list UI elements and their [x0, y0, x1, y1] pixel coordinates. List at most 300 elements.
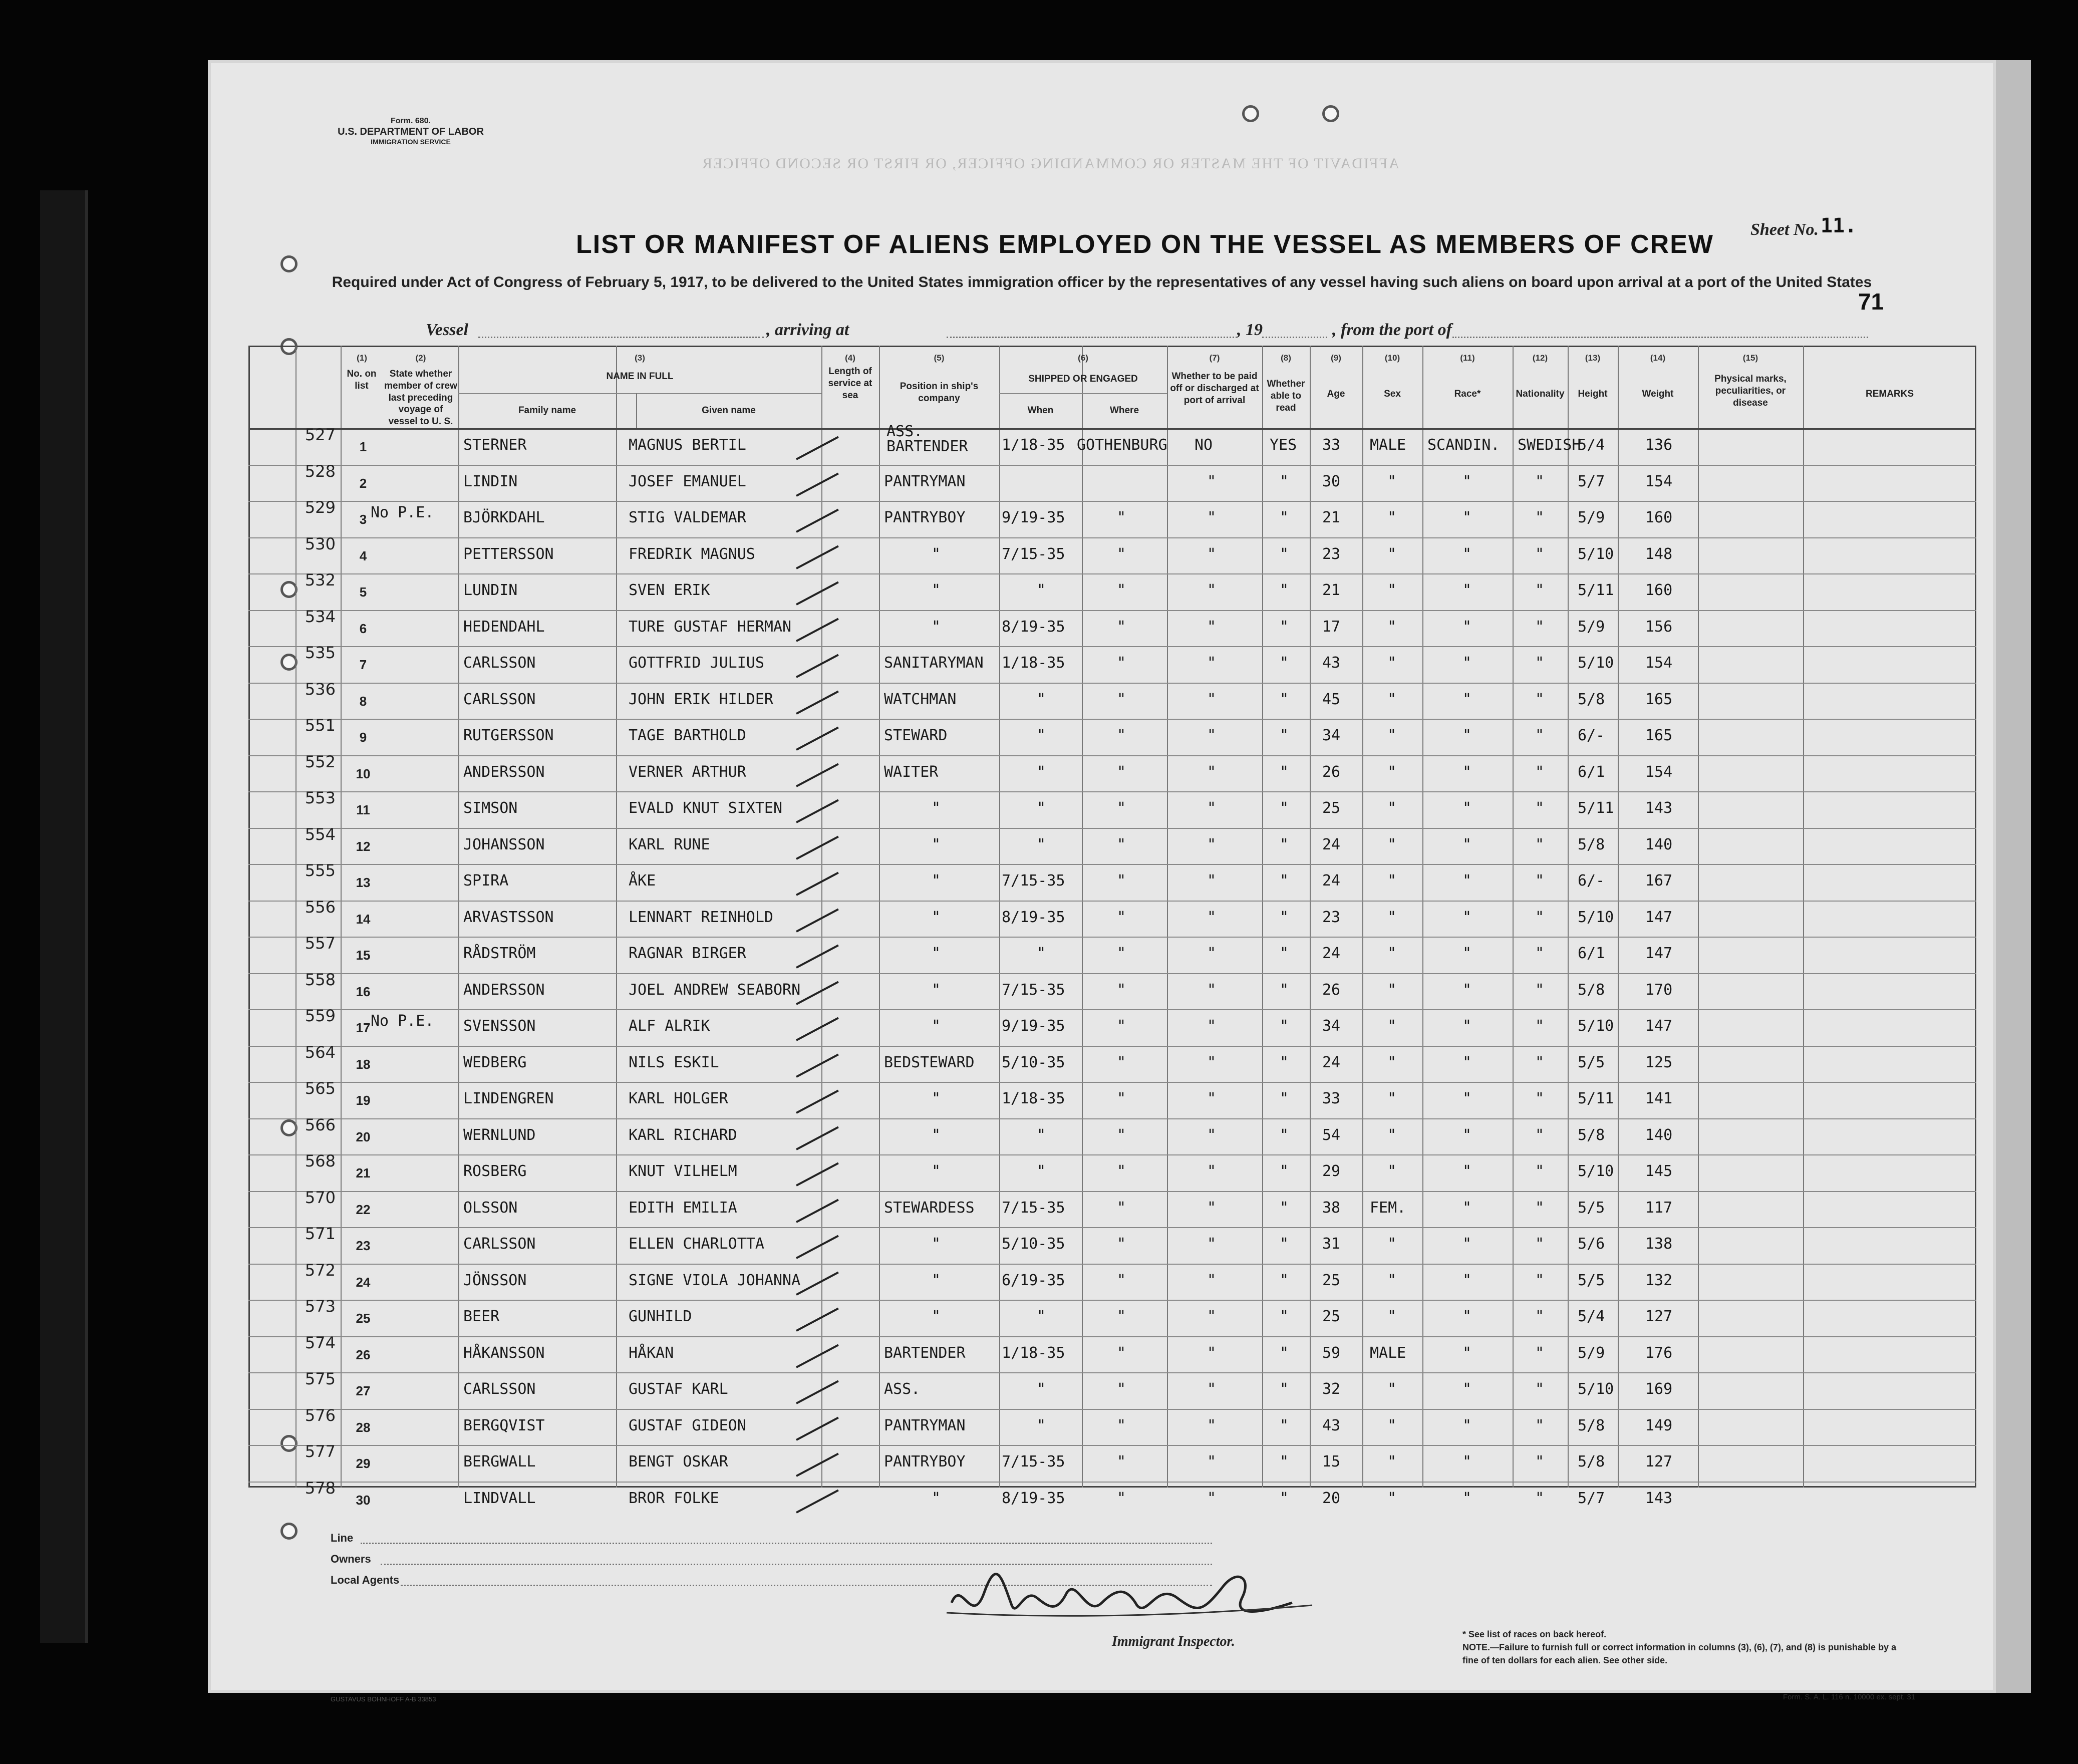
age: 29: [1322, 1162, 1341, 1180]
given-name: TURE GUSTAF HERMAN: [629, 618, 792, 636]
age: 38: [1322, 1199, 1341, 1217]
punch-hole: [280, 255, 298, 272]
family-name: ANDERSSON: [463, 763, 545, 781]
age: 23: [1322, 908, 1341, 926]
position: PANTRYBOY: [884, 509, 966, 526]
position: BEDSTEWARD: [884, 1053, 975, 1071]
paid-off: ": [1207, 690, 1217, 708]
position: ": [932, 1308, 941, 1325]
age: 24: [1322, 945, 1341, 962]
row-number: 4: [359, 548, 367, 563]
race: ": [1462, 872, 1472, 890]
row-number: 14: [356, 911, 371, 927]
col-prev-voyage-number: (2): [415, 353, 426, 363]
height: 5/8: [1578, 835, 1605, 853]
list-number: 559: [305, 1006, 336, 1025]
weight: 176: [1645, 1344, 1673, 1362]
column-rule: [1568, 346, 1569, 1488]
position: ": [932, 872, 941, 890]
footnote: [1462, 1628, 1913, 1667]
row-number: 7: [359, 657, 367, 672]
note-fine: NOTE.—Failure to furnish full or correct information in columns (3), (6), (7), and (8) is punishable by a fine of ten dollars for each alien. See other side.: [1462, 1642, 1897, 1666]
position: ": [932, 1489, 941, 1507]
weight: 170: [1645, 981, 1673, 999]
document-subtitle: Required under Act of Congress of February 5, 1917, to be delivered to the United States immigration officer by the representatives of any vessel having such aliens on board upon arrival at a port of the United States: [332, 274, 1872, 290]
race: ": [1462, 1489, 1472, 1507]
shipped-when: 8/19-35: [1002, 618, 1065, 636]
able-to-read: ": [1280, 1489, 1289, 1507]
able-to-read: ": [1280, 1162, 1289, 1180]
given-name: RAGNAR BIRGER: [629, 945, 746, 962]
family-name: LINDVALL: [463, 1489, 536, 1507]
column-rule: [616, 346, 617, 1488]
form-footer: Form. S. A. L. 116 n. 10000 ex. sept. 31: [1783, 1693, 1916, 1701]
height: 5/8: [1578, 1453, 1605, 1471]
weight: 165: [1645, 690, 1673, 708]
age: 21: [1322, 581, 1341, 599]
nationality: ": [1535, 1162, 1545, 1180]
age: 26: [1322, 981, 1341, 999]
height: 5/7: [1578, 1489, 1605, 1507]
list-number: 575: [305, 1369, 336, 1388]
note-races: * See list of races on back hereof.: [1462, 1629, 1607, 1639]
shipped-when: 6/19-35: [1002, 1271, 1065, 1289]
column-rule: [341, 346, 342, 1488]
given-name: NILS ESKIL: [629, 1053, 719, 1071]
shipped-when: ": [1037, 1162, 1046, 1180]
row-number: 20: [356, 1129, 371, 1144]
nationality: ": [1535, 1017, 1545, 1035]
given-name: FREDRIK MAGNUS: [629, 545, 755, 563]
col-list-no-header: No. on list: [347, 369, 377, 391]
paid-off: ": [1207, 1199, 1217, 1217]
col-remarks-header: REMARKS: [1865, 389, 1914, 399]
col-age-number: (9): [1331, 353, 1341, 363]
position: ": [932, 908, 941, 926]
height: 5/5: [1578, 1271, 1605, 1289]
nationality: ": [1535, 727, 1545, 744]
given-name: VERNER ARTHUR: [629, 763, 746, 781]
row-rule: [248, 1009, 1976, 1010]
paid-off: ": [1207, 1453, 1217, 1471]
age: 43: [1322, 1416, 1341, 1434]
age: 24: [1322, 872, 1341, 890]
column-rule: [1803, 346, 1804, 1488]
nationality: ": [1535, 763, 1545, 781]
list-number: 530: [305, 534, 336, 553]
row-rule: [248, 1118, 1976, 1119]
shipped-when: 1/18-35: [1002, 436, 1065, 454]
row-number: 27: [356, 1383, 371, 1398]
age: 24: [1322, 835, 1341, 853]
able-to-read: ": [1280, 1344, 1289, 1362]
row-number: 26: [356, 1347, 371, 1362]
height: 5/8: [1578, 1126, 1605, 1144]
race: SCANDIN.: [1427, 436, 1500, 454]
sex: ": [1387, 1380, 1397, 1398]
list-number: 571: [305, 1224, 336, 1243]
weight: 143: [1645, 799, 1673, 817]
sex: ": [1387, 727, 1397, 744]
nationality: ": [1535, 799, 1545, 817]
nationality: ": [1535, 835, 1545, 853]
row-number: 5: [359, 584, 367, 600]
shipped-when: ": [1037, 763, 1046, 781]
weight: 147: [1645, 1017, 1673, 1035]
weight: 117: [1645, 1199, 1673, 1217]
age: 25: [1322, 1271, 1341, 1289]
nationality: ": [1535, 1199, 1545, 1217]
col-family-name-header: Family name: [518, 405, 576, 416]
shipped-when: ": [1037, 690, 1046, 708]
position: ": [932, 1126, 941, 1144]
row-number: 15: [356, 948, 371, 963]
able-to-read: ": [1280, 799, 1289, 817]
shipped-when: ": [1037, 1380, 1046, 1398]
nationality: ": [1535, 1380, 1545, 1398]
col-shipped-number: (6): [1078, 353, 1088, 363]
given-name: GUSTAF GIDEON: [629, 1416, 746, 1434]
punch-hole: [280, 1523, 298, 1540]
weight: 140: [1645, 1126, 1673, 1144]
shipped-where: ": [1117, 835, 1126, 853]
given-name: TAGE BARTHOLD: [629, 727, 746, 744]
position: PANTRYBOY: [884, 1453, 966, 1471]
paid-off: ": [1207, 581, 1217, 599]
family-name: JÖNSSON: [463, 1271, 527, 1289]
given-name: KNUT VILHELM: [629, 1162, 737, 1180]
given-name: ÅKE: [629, 872, 656, 890]
row-number: 2: [359, 475, 367, 491]
able-to-read: ": [1280, 1199, 1289, 1217]
able-to-read: ": [1280, 908, 1289, 926]
list-number: 536: [305, 679, 336, 699]
column-rule: [1618, 346, 1619, 1488]
shipped-when: 1/18-35: [1002, 654, 1065, 672]
weight: 167: [1645, 872, 1673, 890]
nationality: ": [1535, 1489, 1545, 1507]
race: ": [1462, 690, 1472, 708]
race: ": [1462, 618, 1472, 636]
shipped-when: ": [1037, 835, 1046, 853]
shipped-where: ": [1117, 1090, 1126, 1107]
paid-off: ": [1207, 799, 1217, 817]
position: ASS. BARTENDER: [886, 423, 968, 455]
shipped-when: 9/19-35: [1002, 509, 1065, 526]
weight: 154: [1645, 472, 1673, 490]
row-rule: [248, 537, 1976, 538]
height: 5/5: [1578, 1199, 1605, 1217]
able-to-read: ": [1280, 1090, 1289, 1107]
col-paid-off-number: (7): [1209, 353, 1220, 363]
row-rule: [248, 791, 1976, 792]
weight: 160: [1645, 581, 1673, 599]
col-age-header: Age: [1327, 389, 1345, 399]
family-name: STERNER: [463, 436, 527, 454]
row-rule: [248, 1336, 1976, 1337]
race: ": [1462, 1053, 1472, 1071]
able-to-read: ": [1280, 835, 1289, 853]
nationality: ": [1535, 945, 1545, 962]
family-name: LINDENGREN: [463, 1090, 554, 1107]
paid-off: ": [1207, 1090, 1217, 1107]
height: 5/10: [1578, 1162, 1614, 1180]
col-list-no-number: (1): [357, 353, 367, 363]
height: 5/8: [1578, 981, 1605, 999]
race: ": [1462, 581, 1472, 599]
list-number: 572: [305, 1260, 336, 1280]
paid-off: ": [1207, 1380, 1217, 1398]
weight: 145: [1645, 1162, 1673, 1180]
age: 15: [1322, 1453, 1341, 1471]
nationality: ": [1535, 581, 1545, 599]
family-name: LUNDIN: [463, 581, 518, 599]
height: 5/11: [1578, 1090, 1614, 1107]
list-number: 570: [305, 1188, 336, 1207]
list-number: 574: [305, 1333, 336, 1352]
col-when-header: When: [1027, 405, 1054, 416]
height: 5/4: [1578, 436, 1605, 454]
col-position-header: Position in ship's company: [900, 381, 979, 404]
port-fill-line: [1452, 337, 1868, 338]
shipped-where: ": [1117, 1416, 1126, 1434]
height: 5/5: [1578, 1053, 1605, 1071]
age: 24: [1322, 1053, 1341, 1071]
row-number: 21: [356, 1165, 371, 1181]
sex: ": [1387, 1271, 1397, 1289]
given-name: BROR FOLKE: [629, 1489, 719, 1507]
family-name: CARLSSON: [463, 1235, 536, 1253]
paid-off: ": [1207, 1053, 1217, 1071]
race: ": [1462, 981, 1472, 999]
height: 5/10: [1578, 654, 1614, 672]
row-rule: [248, 610, 1976, 611]
list-number: 564: [305, 1042, 336, 1062]
nationality: ": [1535, 1344, 1545, 1362]
sex: ": [1387, 1090, 1397, 1107]
row-number: 23: [356, 1238, 371, 1253]
given-name: GUNHILD: [629, 1308, 692, 1325]
column-rule: [1082, 346, 1083, 1488]
shipped-when: 8/19-35: [1002, 1489, 1065, 1507]
nationality: ": [1535, 1126, 1545, 1144]
col-sex-number: (10): [1384, 353, 1400, 363]
list-number: 552: [305, 752, 336, 771]
column-rule: [1167, 346, 1168, 1488]
family-name: LINDIN: [463, 472, 518, 490]
given-name: ALF ALRIK: [629, 1017, 710, 1035]
list-number: 553: [305, 788, 336, 807]
paid-off: ": [1207, 472, 1217, 490]
height: 5/8: [1578, 690, 1605, 708]
list-number: 565: [305, 1079, 336, 1098]
nationality: ": [1535, 1235, 1545, 1253]
weight: 127: [1645, 1308, 1673, 1325]
sex: ": [1387, 1308, 1397, 1325]
weight: 147: [1645, 908, 1673, 926]
sex: ": [1387, 618, 1397, 636]
col-where-header: Where: [1109, 405, 1139, 416]
nationality: ": [1535, 1308, 1545, 1325]
height: 6/1: [1578, 763, 1605, 781]
sex: ": [1387, 1126, 1397, 1144]
col-paid-off-header: Whether to be paid off or discharged at port of arrival: [1170, 371, 1259, 406]
year-fill-line: [1262, 337, 1327, 338]
nationality: ": [1535, 1053, 1545, 1071]
row-rule: [248, 465, 1976, 466]
nationality: SWEDISH: [1518, 436, 1581, 454]
family-name: WERNLUND: [463, 1126, 536, 1144]
height: 5/4: [1578, 1308, 1605, 1325]
able-to-read: ": [1280, 690, 1289, 708]
able-to-read: ": [1280, 1380, 1289, 1398]
sex: ": [1387, 1235, 1397, 1253]
col-prev-voyage-header: State whether member of crew last preceding voyage of vessel to U. S.: [384, 369, 457, 427]
col-given-name-header: Given name: [702, 405, 756, 416]
shipped-where: ": [1117, 872, 1126, 890]
weight: 136: [1645, 436, 1673, 454]
position: ": [932, 1235, 941, 1253]
row-number: 11: [356, 802, 370, 817]
shipped-where: ": [1117, 581, 1126, 599]
family-name: SVENSSON: [463, 1017, 536, 1035]
col-physical-marks-number: (15): [1742, 353, 1758, 363]
weight: 143: [1645, 1489, 1673, 1507]
position: STEWARDESS: [884, 1199, 975, 1217]
shipped-when: 8/19-35: [1002, 908, 1065, 926]
family-name: ROSBERG: [463, 1162, 527, 1180]
shipped-where: ": [1117, 1344, 1126, 1362]
paid-off: ": [1207, 763, 1217, 781]
family-name: ARVASTSSON: [463, 908, 554, 926]
race: ": [1462, 472, 1472, 490]
paid-off: ": [1207, 1416, 1217, 1434]
given-name: MAGNUS BERTIL: [629, 436, 746, 454]
given-name: HÅKAN: [629, 1344, 674, 1362]
printer-footer: GUSTAVUS BOHNHOFF A-B 33853: [331, 1695, 436, 1703]
given-name: EVALD KNUT SIXTEN: [629, 799, 783, 817]
paid-off: ": [1207, 872, 1217, 890]
able-to-read: ": [1280, 1308, 1289, 1325]
paid-off: ": [1207, 908, 1217, 926]
footer-agents-label: Local Agents: [331, 1574, 400, 1586]
able-to-read: ": [1280, 727, 1289, 744]
inspector-signature: [942, 1558, 1322, 1638]
family-name: SPIRA: [463, 872, 509, 890]
sheet-number: 11.: [1821, 214, 1857, 237]
race: ": [1462, 835, 1472, 853]
given-name: EDITH EMILIA: [629, 1199, 737, 1217]
col-height-number: (13): [1585, 353, 1601, 363]
able-to-read: ": [1280, 763, 1289, 781]
column-rule: [1698, 346, 1699, 1488]
able-to-read: ": [1280, 1453, 1289, 1471]
list-number: 578: [305, 1478, 336, 1498]
height: 6/-: [1578, 872, 1605, 890]
race: ": [1462, 1271, 1472, 1289]
given-name: JOSEF EMANUEL: [629, 472, 746, 490]
sex: ": [1387, 1416, 1397, 1434]
shipped-where: ": [1117, 509, 1126, 526]
race: ": [1462, 1380, 1472, 1398]
col-service-length-number: (4): [845, 353, 855, 363]
weight: 165: [1645, 727, 1673, 744]
height: 5/9: [1578, 1344, 1605, 1362]
nationality: ": [1535, 690, 1545, 708]
shipped-when: 7/15-35: [1002, 545, 1065, 563]
row-rule: [248, 973, 1976, 974]
row-number: 16: [356, 984, 371, 999]
shipped-where: ": [1117, 1126, 1126, 1144]
family-name: RUTGERSSON: [463, 727, 554, 744]
paid-off: NO: [1195, 436, 1213, 454]
form-number: Form. 680.: [390, 117, 431, 125]
row-rule: [248, 719, 1976, 720]
weight: 154: [1645, 654, 1673, 672]
height: 5/10: [1578, 1017, 1614, 1035]
given-name: KARL RICHARD: [629, 1126, 737, 1144]
shipped-where: ": [1117, 799, 1126, 817]
row-rule: [248, 1191, 1976, 1192]
age: 59: [1322, 1344, 1341, 1362]
nationality: ": [1535, 618, 1545, 636]
position: ": [932, 835, 941, 853]
paid-off: ": [1207, 1344, 1217, 1362]
family-name: HEDENDAHL: [463, 618, 545, 636]
shipped-where: ": [1117, 1453, 1126, 1471]
race: ": [1462, 509, 1472, 526]
shipped-where: ": [1117, 981, 1126, 999]
given-name: KARL HOLGER: [629, 1090, 728, 1107]
handwritten-annotation: 71: [1858, 288, 1884, 315]
family-name: CARLSSON: [463, 654, 536, 672]
row-rule: [248, 901, 1976, 902]
row-rule: [248, 573, 1976, 574]
list-number: 551: [305, 716, 336, 735]
vessel-label: Vessel: [426, 321, 468, 339]
shipped-where: ": [1117, 1053, 1126, 1071]
col-name-header: NAME IN FULL: [606, 371, 674, 382]
position: ": [932, 1017, 941, 1035]
paid-off: ": [1207, 1489, 1217, 1507]
race: ": [1462, 1235, 1472, 1253]
race: ": [1462, 1453, 1472, 1471]
position: BARTENDER: [884, 1344, 966, 1362]
shipped-where: ": [1117, 1380, 1126, 1398]
punch-hole: [1322, 105, 1339, 122]
height: 5/8: [1578, 1416, 1605, 1434]
family-name: WEDBERG: [463, 1053, 527, 1071]
row-rule: [248, 828, 1976, 829]
row-number: 28: [356, 1419, 371, 1435]
name-subheader-rule: [458, 393, 821, 394]
sex: ": [1387, 654, 1397, 672]
race: ": [1462, 654, 1472, 672]
age: 33: [1322, 1090, 1341, 1107]
weight: 148: [1645, 545, 1673, 563]
able-to-read: ": [1280, 945, 1289, 962]
column-rule: [1513, 346, 1514, 1488]
shipped-where: ": [1117, 763, 1126, 781]
col-race-header: Race*: [1454, 389, 1481, 399]
sex: ": [1387, 1453, 1397, 1471]
position: ": [932, 945, 941, 962]
paid-off: ": [1207, 1017, 1217, 1035]
row-number: 29: [356, 1456, 371, 1471]
sex: ": [1387, 872, 1397, 890]
shipped-when: 9/19-35: [1002, 1017, 1065, 1035]
nationality: ": [1535, 472, 1545, 490]
